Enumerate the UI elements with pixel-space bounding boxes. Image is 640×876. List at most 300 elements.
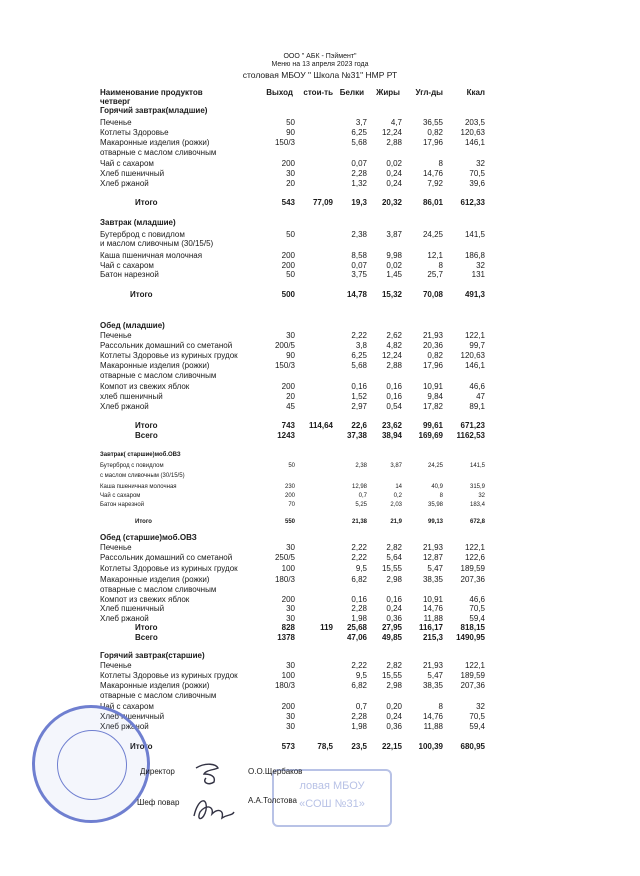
cell-prot: 2,97: [351, 402, 367, 411]
cell-carb: 169,69: [418, 431, 443, 440]
table-row: [0, 402, 640, 412]
cell-prot: 6,25: [351, 128, 367, 137]
cell-out: 200: [281, 702, 295, 711]
cell-kcal: 70,5: [469, 712, 485, 721]
dish-name: Всего: [135, 431, 158, 440]
cell-fat: 4,7: [390, 118, 402, 127]
cell-cost: 119: [320, 623, 333, 632]
dish-name: Итого: [130, 742, 153, 751]
dish-name: Завтрак (младшие): [100, 218, 176, 227]
cell-kcal: 46,6: [469, 595, 485, 604]
cell-out: 50: [286, 270, 295, 279]
table-row: [0, 331, 640, 341]
cell-kcal: 122,1: [464, 331, 485, 340]
cell-prot: 21,38: [351, 519, 367, 525]
dish-name: Чай с сахаром: [100, 159, 154, 168]
dish-name: Итого: [130, 290, 153, 299]
cell-carb: 17,82: [422, 402, 443, 411]
column-out: Выход: [266, 88, 293, 97]
dish-name: и маслом сливочным (30/15/5): [100, 239, 214, 248]
cell-prot: 1,52: [351, 392, 367, 401]
cell-kcal: 207,36: [460, 575, 485, 584]
cell-out: 180/3: [274, 575, 295, 584]
cell-fat: 0,54: [386, 402, 402, 411]
cell-carb: 20,36: [422, 341, 443, 350]
cell-fat: 21,9: [390, 519, 402, 525]
cell-out: 200: [281, 261, 295, 270]
cell-out: 150/3: [274, 361, 295, 370]
cell-carb: 86,01: [422, 198, 443, 207]
menu-date: Меню на 13 апреля 2023 года: [271, 61, 369, 68]
table-row: [0, 179, 640, 189]
dish-name: Горячий завтрак(старшие): [100, 651, 205, 660]
cell-prot: 25,68: [346, 623, 367, 632]
table-row: [0, 371, 640, 381]
cell-out: 573: [281, 742, 295, 751]
cell-kcal: 141,5: [464, 230, 485, 239]
cell-out: 30: [286, 712, 295, 721]
cell-out: 100: [281, 564, 295, 573]
cell-cost: 78,5: [317, 742, 333, 751]
cell-out: 550: [284, 519, 295, 525]
table-row: [0, 450, 640, 460]
cell-fat: 4,82: [386, 341, 402, 350]
cell-fat: 0,24: [386, 179, 402, 188]
dish-name: Котлеты Здоровье из куриных грудок: [100, 564, 238, 573]
dish-name: хлеб пшеничный: [100, 392, 163, 401]
cell-prot: 6,82: [351, 575, 367, 584]
cell-kcal: 131: [471, 270, 485, 279]
cell-out: 250/5: [274, 553, 295, 562]
dish-name: отварные с маслом сливочным: [100, 371, 217, 380]
cell-carb: 12,1: [427, 251, 443, 260]
table-row: [0, 585, 640, 595]
table-row: [0, 169, 640, 179]
column-kcal: Ккал: [466, 88, 485, 97]
cell-cost: 77,09: [312, 198, 333, 207]
cell-fat: 0,16: [386, 382, 402, 391]
cell-carb: 8: [438, 159, 443, 168]
cell-fat: 0,36: [386, 614, 402, 623]
cell-prot: 1,32: [351, 179, 367, 188]
cell-fat: 0,24: [386, 604, 402, 613]
cell-prot: 2,38: [351, 230, 367, 239]
cell-cost: 114,64: [308, 421, 333, 430]
cell-fat: 0,24: [386, 712, 402, 721]
cell-out: 200: [284, 493, 295, 499]
cell-carb: 40,9: [431, 484, 443, 490]
cell-out: 30: [286, 722, 295, 731]
dish-name: Котлеты Здоровье из куриных грудок: [100, 671, 238, 680]
table-row: [0, 159, 640, 169]
cell-out: 50: [286, 118, 295, 127]
director-label: Директор: [140, 767, 175, 776]
cell-prot: 6,82: [351, 681, 367, 690]
dish-name: Рассольник домашний со сметаной: [100, 553, 233, 562]
cell-out: 543: [281, 198, 295, 207]
cell-out: 100: [281, 671, 295, 680]
cell-prot: 5,25: [355, 502, 367, 508]
dish-name: Хлеб пшеничный: [100, 169, 165, 178]
table-row: [0, 543, 640, 553]
cell-fat: 22,15: [381, 742, 402, 751]
table-row: [0, 681, 640, 691]
cell-fat: 5,64: [386, 553, 402, 562]
dish-name: Печенье: [100, 118, 132, 127]
cell-kcal: 189,59: [460, 671, 485, 680]
cell-kcal: 672,8: [469, 519, 485, 525]
cell-carb: 116,17: [418, 623, 443, 632]
cell-prot: 0,7: [355, 702, 367, 711]
column-name: Наименование продуктов: [100, 88, 203, 97]
cell-kcal: 1490,95: [456, 633, 485, 642]
table-row: [0, 341, 640, 351]
cell-out: 200/5: [274, 341, 295, 350]
cell-prot: 0,07: [351, 159, 367, 168]
cell-out: 743: [281, 421, 295, 430]
canteen-name: столовая МБОУ " Школа №31" НМР РТ: [242, 70, 398, 80]
cell-prot: 3,7: [355, 118, 367, 127]
table-row: [0, 392, 640, 402]
cell-prot: 0,07: [351, 261, 367, 270]
cell-carb: 38,35: [422, 575, 443, 584]
cell-out: 200: [281, 251, 295, 260]
cell-out: 200: [281, 159, 295, 168]
table-row: [0, 421, 640, 431]
column-day: четверг: [100, 97, 131, 106]
cell-carb: 21,93: [422, 331, 443, 340]
cell-carb: 21,93: [422, 543, 443, 552]
table-row: [0, 198, 640, 208]
cell-fat: 49,85: [381, 633, 402, 642]
cell-carb: 9,84: [427, 392, 443, 401]
cell-fat: 2,88: [386, 361, 402, 370]
cell-kcal: 146,1: [464, 361, 485, 370]
dish-name: Рассольник домашний со сметаной: [100, 341, 233, 350]
dish-name: Обед (старшие)моб.ОВЗ: [100, 533, 197, 542]
table-row: [0, 461, 640, 471]
dish-name: Батон нарезной: [100, 502, 145, 508]
cell-out: 1378: [277, 633, 295, 642]
cell-out: 30: [286, 661, 295, 670]
cell-fat: 2,03: [390, 502, 402, 508]
cell-fat: 0,24: [386, 169, 402, 178]
column-fat: Жиры: [376, 88, 400, 97]
table-row: [0, 575, 640, 585]
cell-carb: 12,87: [422, 553, 443, 562]
cell-out: 30: [286, 543, 295, 552]
cell-carb: 8: [438, 261, 443, 270]
cell-fat: 2,62: [386, 331, 402, 340]
dish-name: Чай с сахаром: [100, 702, 154, 711]
cell-kcal: 122,6: [464, 553, 485, 562]
cell-carb: 215,3: [422, 633, 443, 642]
cell-out: 500: [281, 290, 295, 299]
cell-kcal: 680,95: [460, 742, 485, 751]
cell-out: 200: [281, 595, 295, 604]
cell-kcal: 32: [476, 702, 485, 711]
director-signature-icon: [192, 760, 232, 788]
cell-carb: 24,25: [427, 463, 443, 469]
dish-name: Завтрак( старшие)моб.ОВЗ: [100, 452, 181, 458]
cell-prot: 5,68: [351, 138, 367, 147]
cell-fat: 0,20: [386, 702, 402, 711]
cell-prot: 2,22: [351, 661, 367, 670]
cell-carb: 21,93: [422, 661, 443, 670]
cell-fat: 2,82: [386, 661, 402, 670]
table-row: [0, 500, 640, 510]
dish-name: с маслом сливочным (30/15/5): [100, 473, 185, 479]
cell-prot: 2,28: [351, 712, 367, 721]
table-row: [0, 671, 640, 681]
stamp-line-1: ловая МБОУ: [299, 780, 365, 792]
cell-out: 45: [286, 402, 295, 411]
cell-prot: 2,22: [351, 543, 367, 552]
cell-carb: 14,76: [422, 712, 443, 721]
table-row: [0, 691, 640, 701]
cell-carb: 8: [439, 493, 443, 499]
round-seal-inner-ring: [57, 730, 127, 800]
cell-prot: 22,6: [351, 421, 367, 430]
cell-out: 30: [286, 169, 295, 178]
cell-fat: 0,16: [386, 392, 402, 401]
cell-out: 50: [286, 230, 295, 239]
chef-label: Шеф повар: [137, 798, 180, 807]
cell-carb: 5,47: [427, 564, 443, 573]
cell-out: 150/3: [274, 138, 295, 147]
dish-name: Каша пшеничная молочная: [100, 251, 203, 260]
cell-kcal: 59,4: [469, 614, 485, 623]
cell-fat: 12,24: [381, 351, 402, 360]
cell-out: 20: [286, 179, 295, 188]
table-row: [0, 661, 640, 671]
table-row: [0, 361, 640, 371]
cell-carb: 70,08: [422, 290, 443, 299]
cell-out: 90: [286, 351, 295, 360]
cell-fat: 23,62: [381, 421, 402, 430]
cell-kcal: 32: [476, 261, 485, 270]
cell-kcal: 612,33: [460, 198, 485, 207]
cell-kcal: 183,4: [469, 502, 485, 508]
cell-fat: 27,95: [381, 623, 402, 632]
column-cost: стои-ть: [303, 88, 333, 97]
chef-signature-icon: [188, 792, 240, 828]
cell-kcal: 120,63: [460, 351, 485, 360]
cell-carb: 14,76: [422, 604, 443, 613]
column-carbs: Угл-ды: [415, 88, 443, 97]
company-name: ООО " АБК - Пэймент": [283, 53, 357, 60]
stamp-line-2: «СОШ №31»: [299, 798, 365, 810]
cell-fat: 2,98: [386, 681, 402, 690]
cell-fat: 20,32: [381, 198, 402, 207]
cell-prot: 3,8: [355, 341, 367, 350]
cell-out: 30: [286, 604, 295, 613]
chef-name: А.А.Толстова: [248, 796, 297, 805]
dish-name: Хлеб ржаной: [100, 402, 149, 411]
table-row: [0, 218, 640, 228]
cell-prot: 1,98: [351, 614, 367, 623]
dish-name: отварные с маслом сливочным: [100, 148, 217, 157]
cell-fat: 38,94: [381, 431, 402, 440]
cell-carb: 11,88: [423, 614, 443, 623]
cell-carb: 17,96: [422, 138, 443, 147]
cell-carb: 10,91: [422, 382, 443, 391]
cell-prot: 9,5: [355, 671, 367, 680]
cell-kcal: 1162,53: [456, 431, 485, 440]
cell-fat: 2,88: [386, 138, 402, 147]
cell-carb: 99,61: [422, 421, 443, 430]
cell-fat: 0,02: [386, 159, 402, 168]
dish-name: Каша пшеничная молочная: [100, 484, 177, 490]
cell-carb: 10,91: [422, 595, 443, 604]
cell-carb: 99,13: [427, 519, 443, 525]
dish-name: Итого: [135, 519, 152, 525]
table-row: [0, 533, 640, 543]
table-row: [0, 239, 640, 249]
cell-prot: 12,98: [351, 484, 367, 490]
dish-name: Чай с сахаром: [100, 261, 154, 270]
cell-fat: 14: [395, 484, 402, 490]
dish-name: Всего: [135, 633, 158, 642]
cell-fat: 12,24: [381, 128, 402, 137]
cell-prot: 14,78: [346, 290, 367, 299]
cell-kcal: 146,1: [464, 138, 485, 147]
cell-prot: 9,5: [355, 564, 367, 573]
cell-carb: 8: [438, 702, 443, 711]
cell-out: 70: [288, 502, 295, 508]
dish-name: Бутерброд с повидлом: [100, 230, 185, 239]
table-row: [0, 564, 640, 574]
dish-name: Хлеб ржаной: [100, 179, 149, 188]
cell-kcal: 203,5: [464, 118, 485, 127]
table-row: [0, 270, 640, 280]
dish-name: Макаронные изделия (рожки): [100, 138, 210, 147]
dish-name: Итого: [135, 198, 158, 207]
cell-carb: 35,98: [427, 502, 443, 508]
cell-fat: 0,2: [393, 493, 402, 499]
table-row: [0, 517, 640, 527]
cell-prot: 37,38: [346, 431, 367, 440]
cell-prot: 0,16: [351, 595, 367, 604]
dish-name: Компот из свежих яблок: [100, 595, 190, 604]
cell-fat: 15,55: [381, 564, 402, 573]
cell-kcal: 32: [478, 493, 485, 499]
cell-out: 20: [286, 392, 295, 401]
dish-name: Макаронные изделия (рожки): [100, 681, 210, 690]
dish-name: Бутерброд с повидлом: [100, 463, 164, 469]
table-row: [0, 471, 640, 481]
cell-kcal: 46,6: [469, 382, 485, 391]
table-row: [0, 148, 640, 158]
table-row: [0, 290, 640, 300]
cell-prot: 23,5: [351, 742, 367, 751]
cell-prot: 2,28: [351, 169, 367, 178]
table-row: [0, 431, 640, 441]
cell-out: 50: [288, 463, 295, 469]
cell-fat: 3,87: [386, 230, 402, 239]
cell-carb: 0,82: [427, 351, 443, 360]
director-name: О.О.Щербаков: [248, 767, 303, 776]
cell-prot: 6,25: [351, 351, 367, 360]
dish-name: Батон нарезной: [100, 270, 159, 279]
dish-name: Хлеб пшеничный: [100, 712, 165, 721]
cell-out: 90: [286, 128, 295, 137]
table-row: [0, 604, 640, 614]
dish-name: Макаронные изделия (рожки): [100, 575, 210, 584]
cell-prot: 0,16: [351, 382, 367, 391]
cell-fat: 0,02: [386, 261, 402, 270]
cell-kcal: 89,1: [469, 402, 485, 411]
cell-carb: 11,88: [423, 722, 443, 731]
cell-carb: 38,35: [422, 681, 443, 690]
cell-kcal: 818,15: [460, 623, 485, 632]
cell-kcal: 32: [476, 159, 485, 168]
dish-name: Чай с сахаром: [100, 493, 141, 499]
cell-kcal: 120,63: [460, 128, 485, 137]
dish-name: Хлеб ржаной: [100, 722, 149, 731]
dish-name: Макаронные изделия (рожки): [100, 361, 210, 370]
column-protein: Белки: [339, 88, 364, 97]
cell-kcal: 671,23: [460, 421, 485, 430]
cell-prot: 0,7: [358, 493, 367, 499]
dish-name: Печенье: [100, 331, 132, 340]
cell-out: 230: [284, 484, 295, 490]
table-row: [0, 553, 640, 563]
cell-fat: 0,36: [386, 722, 402, 731]
cell-prot: 47,06: [346, 633, 367, 642]
cell-kcal: 47: [476, 392, 485, 401]
dish-name: Итого: [135, 421, 158, 430]
cell-kcal: 59,4: [469, 722, 485, 731]
cell-prot: 2,22: [351, 553, 367, 562]
cell-fat: 15,32: [381, 290, 402, 299]
cell-carb: 100,39: [418, 742, 443, 751]
cell-out: 30: [286, 331, 295, 340]
table-row: [0, 106, 640, 116]
cell-kcal: 122,1: [464, 661, 485, 670]
table-row: [0, 623, 640, 633]
cell-kcal: 189,59: [460, 564, 485, 573]
table-row: [0, 351, 640, 361]
cell-out: 828: [281, 623, 295, 632]
cell-kcal: 207,36: [460, 681, 485, 690]
cell-kcal: 122,1: [464, 543, 485, 552]
cell-prot: 8,58: [351, 251, 367, 260]
cell-carb: 14,76: [422, 169, 443, 178]
cell-carb: 17,96: [422, 361, 443, 370]
table-row: [0, 321, 640, 331]
table-row: [0, 118, 640, 128]
cell-kcal: 39,6: [469, 179, 485, 188]
cell-kcal: 70,5: [469, 604, 485, 613]
cell-carb: 5,47: [427, 671, 443, 680]
cell-prot: 19,3: [351, 198, 367, 207]
cell-prot: 2,22: [351, 331, 367, 340]
cell-out: 180/3: [274, 681, 295, 690]
dish-name: Печенье: [100, 543, 132, 552]
dish-name: Обед (младшие): [100, 321, 165, 330]
table-row: [0, 382, 640, 392]
cell-prot: 1,98: [351, 722, 367, 731]
cell-prot: 2,28: [351, 604, 367, 613]
cell-fat: 2,98: [386, 575, 402, 584]
cell-prot: 3,75: [351, 270, 367, 279]
cell-fat: 9,98: [386, 251, 402, 260]
dish-name: Компот из свежих яблок: [100, 382, 190, 391]
cell-prot: 5,68: [351, 361, 367, 370]
cell-fat: 1,45: [386, 270, 402, 279]
cell-carb: 24,25: [422, 230, 443, 239]
